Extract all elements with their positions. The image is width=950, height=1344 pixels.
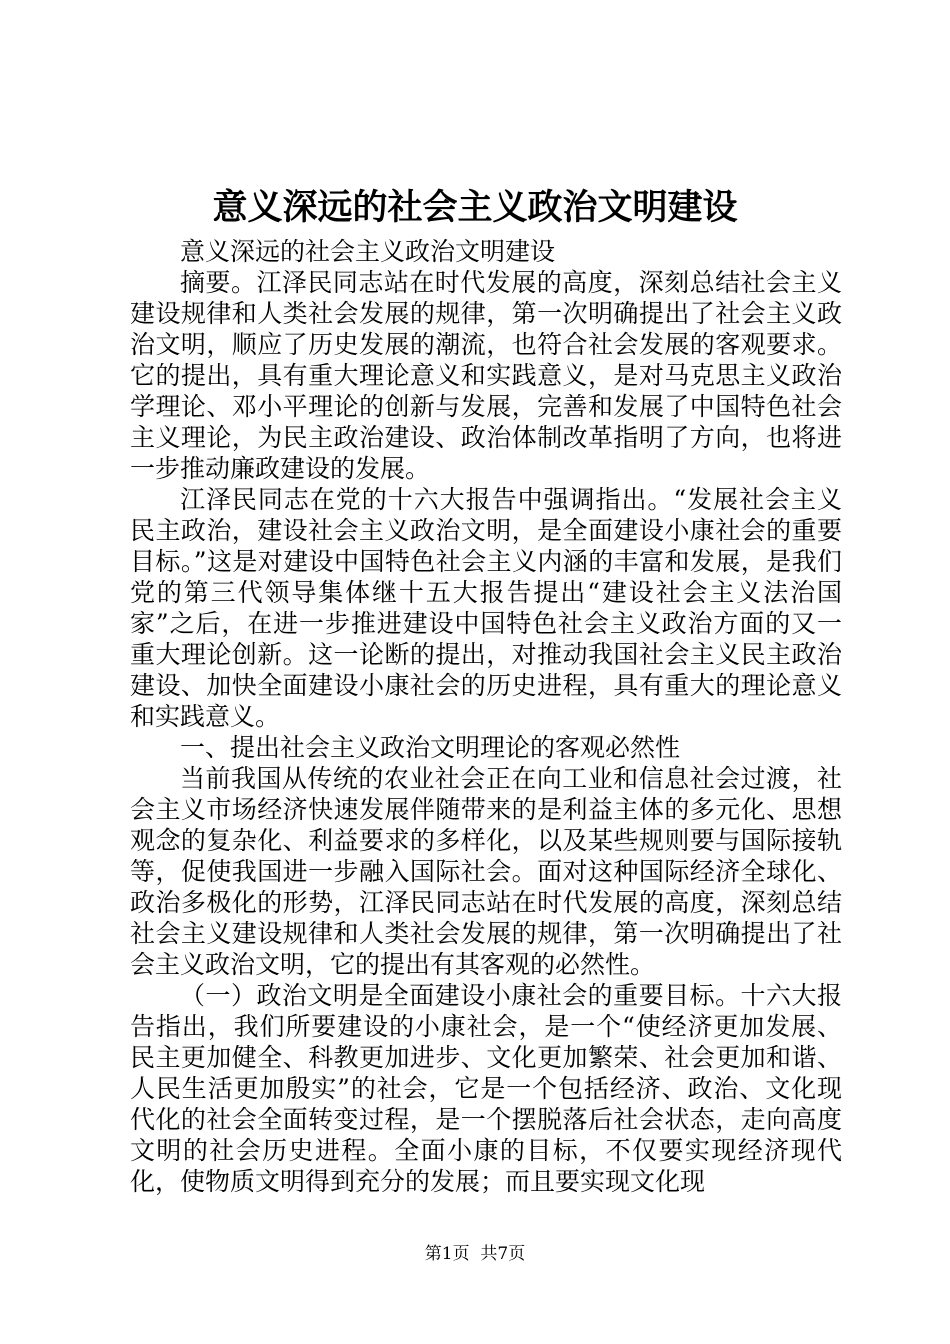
- body-paragraph: 江泽民同志在党的十六大报告中强调指出。“发展社会主义民主政治，建设社会主义政治文明，是全面建设小康社会的重要目标。”这是对建设中国特色社会主义内涵的丰富和发展，是我们党的第三代领导集体继十五大报告提出“建设社会主义法治国家”之后，在进一步推进建设中国特色社会主义政治方面的又一重大理论创新。这一论断的提出，对推动我国社会主义民主政治建设、加快全面建设小康社会的历史进程，具有重大的理论意义和实践意义。: [130, 485, 842, 731]
- page-footer: [0, 1242, 950, 1266]
- page-total: 共7页: [480, 1244, 526, 1264]
- body-paragraph-subtitle: 意义深远的社会主义政治文明建设: [180, 237, 556, 266]
- body-paragraph: （一）政治文明是全面建设小康社会的重要目标。十六大报告指出，我们所要建设的小康社会，是一个“使经济更加发展、民主更加健全、科教更加进步、文化更加繁荣、社会更加和谐、人民生活更加殷实”的社会，它是一个包括经济、政治、文化现代化的社会全面转变过程，是一个摆脱落后社会状态，走向高度文明的社会历史进程。全面小康的目标，不仅要实现经济现代化，使物质文明得到充分的发展；而且要实现文化现: [130, 981, 842, 1196]
- body-paragraph-abstract: 摘要。江泽民同志站在时代发展的高度，深刻总结社会主义建设规律和人类社会发展的规律，第一次明确提出了社会主义政治文明，顺应了历史发展的潮流，也符合社会发展的客观要求。它的提出，具有重大理论意义和实践意义，是对马克思主义政治学理论、邓小平理论的创新与发展，完善和发展了中国特色社会主义理论，为民主政治建设、政治体制改革指明了方向，也将进一步推动廉政建设的发展。: [130, 268, 842, 483]
- body-paragraph: 当前我国从传统的农业社会正在向工业和信息社会过渡，社会主义市场经济快速发展伴随带来的是利益主体的多元化、思想观念的复杂化、利益要求的多样化，以及某些规则要与国际接轨等，促使我国进一步融入国际社会。面对这种国际经济全球化、政治多极化的形势，江泽民同志站在时代发展的高度，深刻总结社会主义建设规律和人类社会发展的规律，第一次明确提出了社会主义政治文明，它的提出有其客观的必然性。: [130, 764, 842, 979]
- page-number: 第1页: [424, 1244, 470, 1264]
- document-body: [130, 236, 842, 1197]
- section-heading: 一、提出社会主义政治文明理论的客观必然性: [180, 733, 681, 762]
- document-title: 意义深远的社会主义政治文明建设: [212, 187, 738, 228]
